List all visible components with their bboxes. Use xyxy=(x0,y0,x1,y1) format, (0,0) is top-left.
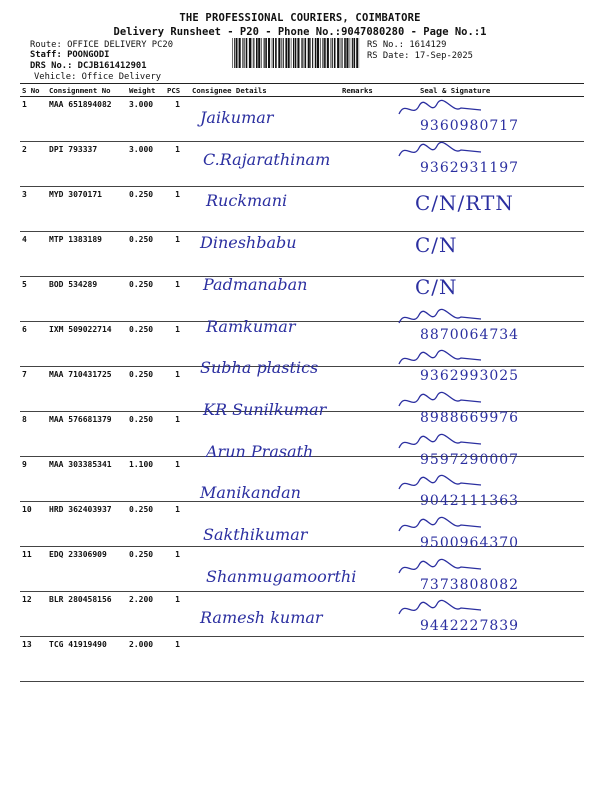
consignee-handwritten-name: Ramkumar xyxy=(206,316,296,336)
drs-number: DRS No.: DCJB161412901 xyxy=(30,61,147,71)
barcode-bar xyxy=(246,38,248,68)
barcode-bar xyxy=(301,38,302,68)
barcode-bar xyxy=(344,38,346,68)
col-header-consignee: Consignee Details xyxy=(190,84,340,97)
consignee-handwritten-name: Ramesh kumar xyxy=(200,608,323,628)
signature-scribble xyxy=(395,598,485,620)
table-row xyxy=(20,232,584,277)
consignment-no-cell: BOD 534289 xyxy=(47,277,127,322)
recipient-phone-note: C/N xyxy=(415,233,458,258)
consignee-handwritten-name: C.Rajarathinam xyxy=(203,149,331,169)
sno-cell: 7 xyxy=(20,367,47,412)
barcode-bar xyxy=(256,38,258,68)
company-title: THE PROFESSIONAL COURIERS, COIMBATORE xyxy=(179,12,421,24)
signature-scribble xyxy=(395,140,485,162)
col-header-weight: Weight xyxy=(127,84,165,97)
pcs-cell: 1 xyxy=(165,232,190,277)
barcode-bar xyxy=(312,38,313,68)
recipient-phone-note: 9042111363 xyxy=(420,493,520,510)
col-header-signature: Seal & Signature xyxy=(380,84,584,97)
weight-cell: 0.250 xyxy=(127,322,165,367)
barcode-bar xyxy=(305,38,307,68)
recipient-phone-note: 9500964370 xyxy=(420,535,520,551)
signature-scribble xyxy=(395,473,485,495)
weight-cell: 3.000 xyxy=(127,97,165,142)
barcode-bar xyxy=(302,38,303,68)
barcode-bar xyxy=(258,38,260,68)
recipient-phone-note: 8988669976 xyxy=(420,409,520,426)
recipient-phone-note: 9362993025 xyxy=(420,368,520,385)
remarks-cell xyxy=(340,232,380,277)
barcode-bar xyxy=(261,38,262,68)
consignment-no-cell: DPI 793337 xyxy=(47,142,127,187)
consignment-no-cell: TCG 41919490 xyxy=(47,637,127,682)
col-header-consignment: Consignment No xyxy=(47,84,127,97)
remarks-cell xyxy=(340,592,380,637)
signature-scribble xyxy=(395,98,485,120)
recipient-phone-note: 8870064734 xyxy=(420,326,520,343)
remarks-cell xyxy=(340,277,380,322)
barcode-bar xyxy=(346,38,348,68)
remarks-cell xyxy=(340,412,380,457)
recipient-phone-note: 7373808082 xyxy=(420,576,520,593)
sno-cell: 3 xyxy=(20,187,47,232)
consignee-handwritten-name: Shanmugamoorthi xyxy=(206,566,357,586)
weight-cell: 0.250 xyxy=(127,232,165,277)
consignee-handwritten-name: KR Sunilkumar xyxy=(203,399,327,419)
remarks-cell xyxy=(340,142,380,187)
remarks-cell xyxy=(340,187,380,232)
barcode-bar xyxy=(272,38,273,68)
consignment-no-cell: BLR 280458156 xyxy=(47,592,127,637)
sno-cell: 8 xyxy=(20,412,47,457)
remarks-cell xyxy=(340,457,380,502)
barcode-bar xyxy=(340,38,341,68)
signature-scribble xyxy=(395,515,485,537)
pcs-cell: 1 xyxy=(165,367,190,412)
barcode-bar xyxy=(285,38,287,68)
barcode-bar xyxy=(264,38,265,68)
pcs-cell: 1 xyxy=(165,142,190,187)
pcs-cell: 1 xyxy=(165,187,190,232)
weight-cell: 0.250 xyxy=(127,367,165,412)
barcode-bar xyxy=(283,38,284,68)
pcs-cell: 1 xyxy=(165,592,190,637)
pcs-cell: 1 xyxy=(165,322,190,367)
barcode-bar xyxy=(236,38,238,68)
barcode-bar xyxy=(337,38,339,68)
signature-cell xyxy=(380,637,584,682)
sno-cell: 11 xyxy=(20,547,47,592)
rs-number: RS No.: 1614129 xyxy=(367,40,447,50)
barcode-bar xyxy=(249,38,251,68)
consignee-handwritten-name: Manikandan xyxy=(200,483,301,503)
weight-cell: 0.250 xyxy=(127,412,165,457)
signature-scribble xyxy=(395,557,485,579)
weight-cell: 2.200 xyxy=(127,592,165,637)
barcode-bar xyxy=(352,38,353,68)
table-row xyxy=(20,637,584,682)
vehicle-label: Vehicle: Office Delivery xyxy=(34,72,162,82)
barcode-bar xyxy=(234,38,235,68)
barcode-bar xyxy=(324,38,326,68)
weight-cell: 3.000 xyxy=(127,142,165,187)
pcs-cell: 1 xyxy=(165,277,190,322)
table-header-row xyxy=(20,84,584,97)
consignee-handwritten-name: Arun Prasath xyxy=(206,441,314,461)
sno-cell: 12 xyxy=(20,592,47,637)
barcode-bar xyxy=(308,38,310,68)
barcode-bar xyxy=(356,38,358,68)
barcode-bar xyxy=(239,38,241,68)
weight-cell: 0.250 xyxy=(127,277,165,322)
signature-cell xyxy=(380,232,584,277)
consignee-handwritten-name: Sakthikumar xyxy=(203,525,308,544)
recipient-phone-note: 9360980717 xyxy=(420,118,520,134)
consignment-no-cell: MYD 3070171 xyxy=(47,187,127,232)
consignment-no-cell: MAA 303385341 xyxy=(47,457,127,502)
consignment-no-cell: MAA 710431725 xyxy=(47,367,127,412)
barcode-bar xyxy=(281,38,282,68)
weight-cell: 0.250 xyxy=(127,547,165,592)
barcode-bar xyxy=(268,38,270,68)
barcode-bar xyxy=(320,38,321,68)
consignee-handwritten-name: Jaikumar xyxy=(200,108,274,127)
pcs-cell: 1 xyxy=(165,547,190,592)
consignment-no-cell: MAA 651894082 xyxy=(47,97,127,142)
remarks-cell xyxy=(340,322,380,367)
runsheet-subtitle: Delivery Runsheet - P20 - Phone No.:9047080280 - Page No.:1 xyxy=(113,26,487,38)
barcode-bar xyxy=(350,38,351,68)
sno-cell: 10 xyxy=(20,502,47,547)
barcode-bar xyxy=(293,38,294,68)
col-header-sno: S No xyxy=(20,84,47,97)
barcode-bar xyxy=(315,38,317,68)
barcode-bar xyxy=(295,38,297,68)
weight-cell: 1.100 xyxy=(127,457,165,502)
sno-cell: 4 xyxy=(20,232,47,277)
recipient-phone-note: C/N/RTN xyxy=(415,191,514,216)
barcode-bar xyxy=(244,38,245,68)
consignee-handwritten-name: Ruckmani xyxy=(206,191,288,211)
barcode-bar xyxy=(342,38,343,68)
barcode-bar xyxy=(291,38,292,68)
barcode-bar xyxy=(288,38,290,68)
weight-cell: 0.250 xyxy=(127,187,165,232)
pcs-cell: 1 xyxy=(165,97,190,142)
pcs-cell: 1 xyxy=(165,637,190,682)
signature-scribble xyxy=(395,432,485,454)
consignment-no-cell: MTP 1383189 xyxy=(47,232,127,277)
consignee-handwritten-name: Padmanaban xyxy=(203,274,308,294)
barcode-bar xyxy=(327,38,329,68)
staff-label: Staff: POONGODI xyxy=(30,50,110,60)
rs-date: RS Date: 17-Sep-2025 xyxy=(367,51,473,61)
pcs-cell: 1 xyxy=(165,502,190,547)
col-header-remarks: Remarks xyxy=(340,84,380,97)
barcode-bar xyxy=(297,38,299,68)
barcode-bar xyxy=(331,38,332,68)
sno-cell: 9 xyxy=(20,457,47,502)
barcode-bar xyxy=(354,38,356,68)
remarks-cell xyxy=(340,502,380,547)
weight-cell: 0.250 xyxy=(127,502,165,547)
route-label: Route: OFFICE DELIVERY PC20 xyxy=(30,40,173,50)
barcode-bar xyxy=(232,38,233,68)
remarks-cell xyxy=(340,367,380,412)
consignment-no-cell: HRD 362403937 xyxy=(47,502,127,547)
recipient-phone-note: 9362931197 xyxy=(420,159,520,176)
barcode-bar xyxy=(278,38,280,68)
col-header-pcs: PCS xyxy=(165,84,190,97)
recipient-phone-note: 9442227839 xyxy=(420,618,520,635)
barcode-bar xyxy=(253,38,254,68)
barcode-bar xyxy=(242,38,243,68)
consignee-cell xyxy=(190,637,340,682)
remarks-cell xyxy=(340,637,380,682)
sno-cell: 6 xyxy=(20,322,47,367)
barcode-bar xyxy=(265,38,267,68)
sno-cell: 2 xyxy=(20,142,47,187)
pcs-cell: 1 xyxy=(165,457,190,502)
recipient-phone-note: C/N xyxy=(415,274,458,299)
consignment-no-cell: IXM 509022714 xyxy=(47,322,127,367)
signature-scribble xyxy=(395,307,485,329)
remarks-cell xyxy=(340,97,380,142)
barcode-bar xyxy=(275,38,277,68)
sno-cell: 5 xyxy=(20,277,47,322)
pcs-cell: 1 xyxy=(165,412,190,457)
barcode-bar xyxy=(317,38,319,68)
consignee-handwritten-name: Dineshbabu xyxy=(200,233,297,253)
weight-cell: 2.000 xyxy=(127,637,165,682)
recipient-phone-note: 9597290007 xyxy=(420,451,520,468)
barcode-bar xyxy=(334,38,336,68)
signature-scribble xyxy=(395,348,485,370)
consignment-no-cell: MAA 576681379 xyxy=(47,412,127,457)
signature-scribble xyxy=(395,390,485,412)
barcode-bar xyxy=(332,38,333,68)
sno-cell: 13 xyxy=(20,637,47,682)
barcode-bar xyxy=(252,38,253,68)
sno-cell: 1 xyxy=(20,97,47,142)
consignment-no-cell: EDQ 23306909 xyxy=(47,547,127,592)
barcode-bar xyxy=(322,38,323,68)
barcode-bar xyxy=(273,38,274,68)
consignee-handwritten-name: Subha plastics xyxy=(200,358,319,378)
barcode-graphic xyxy=(232,38,360,68)
barcode-bar xyxy=(310,38,311,68)
